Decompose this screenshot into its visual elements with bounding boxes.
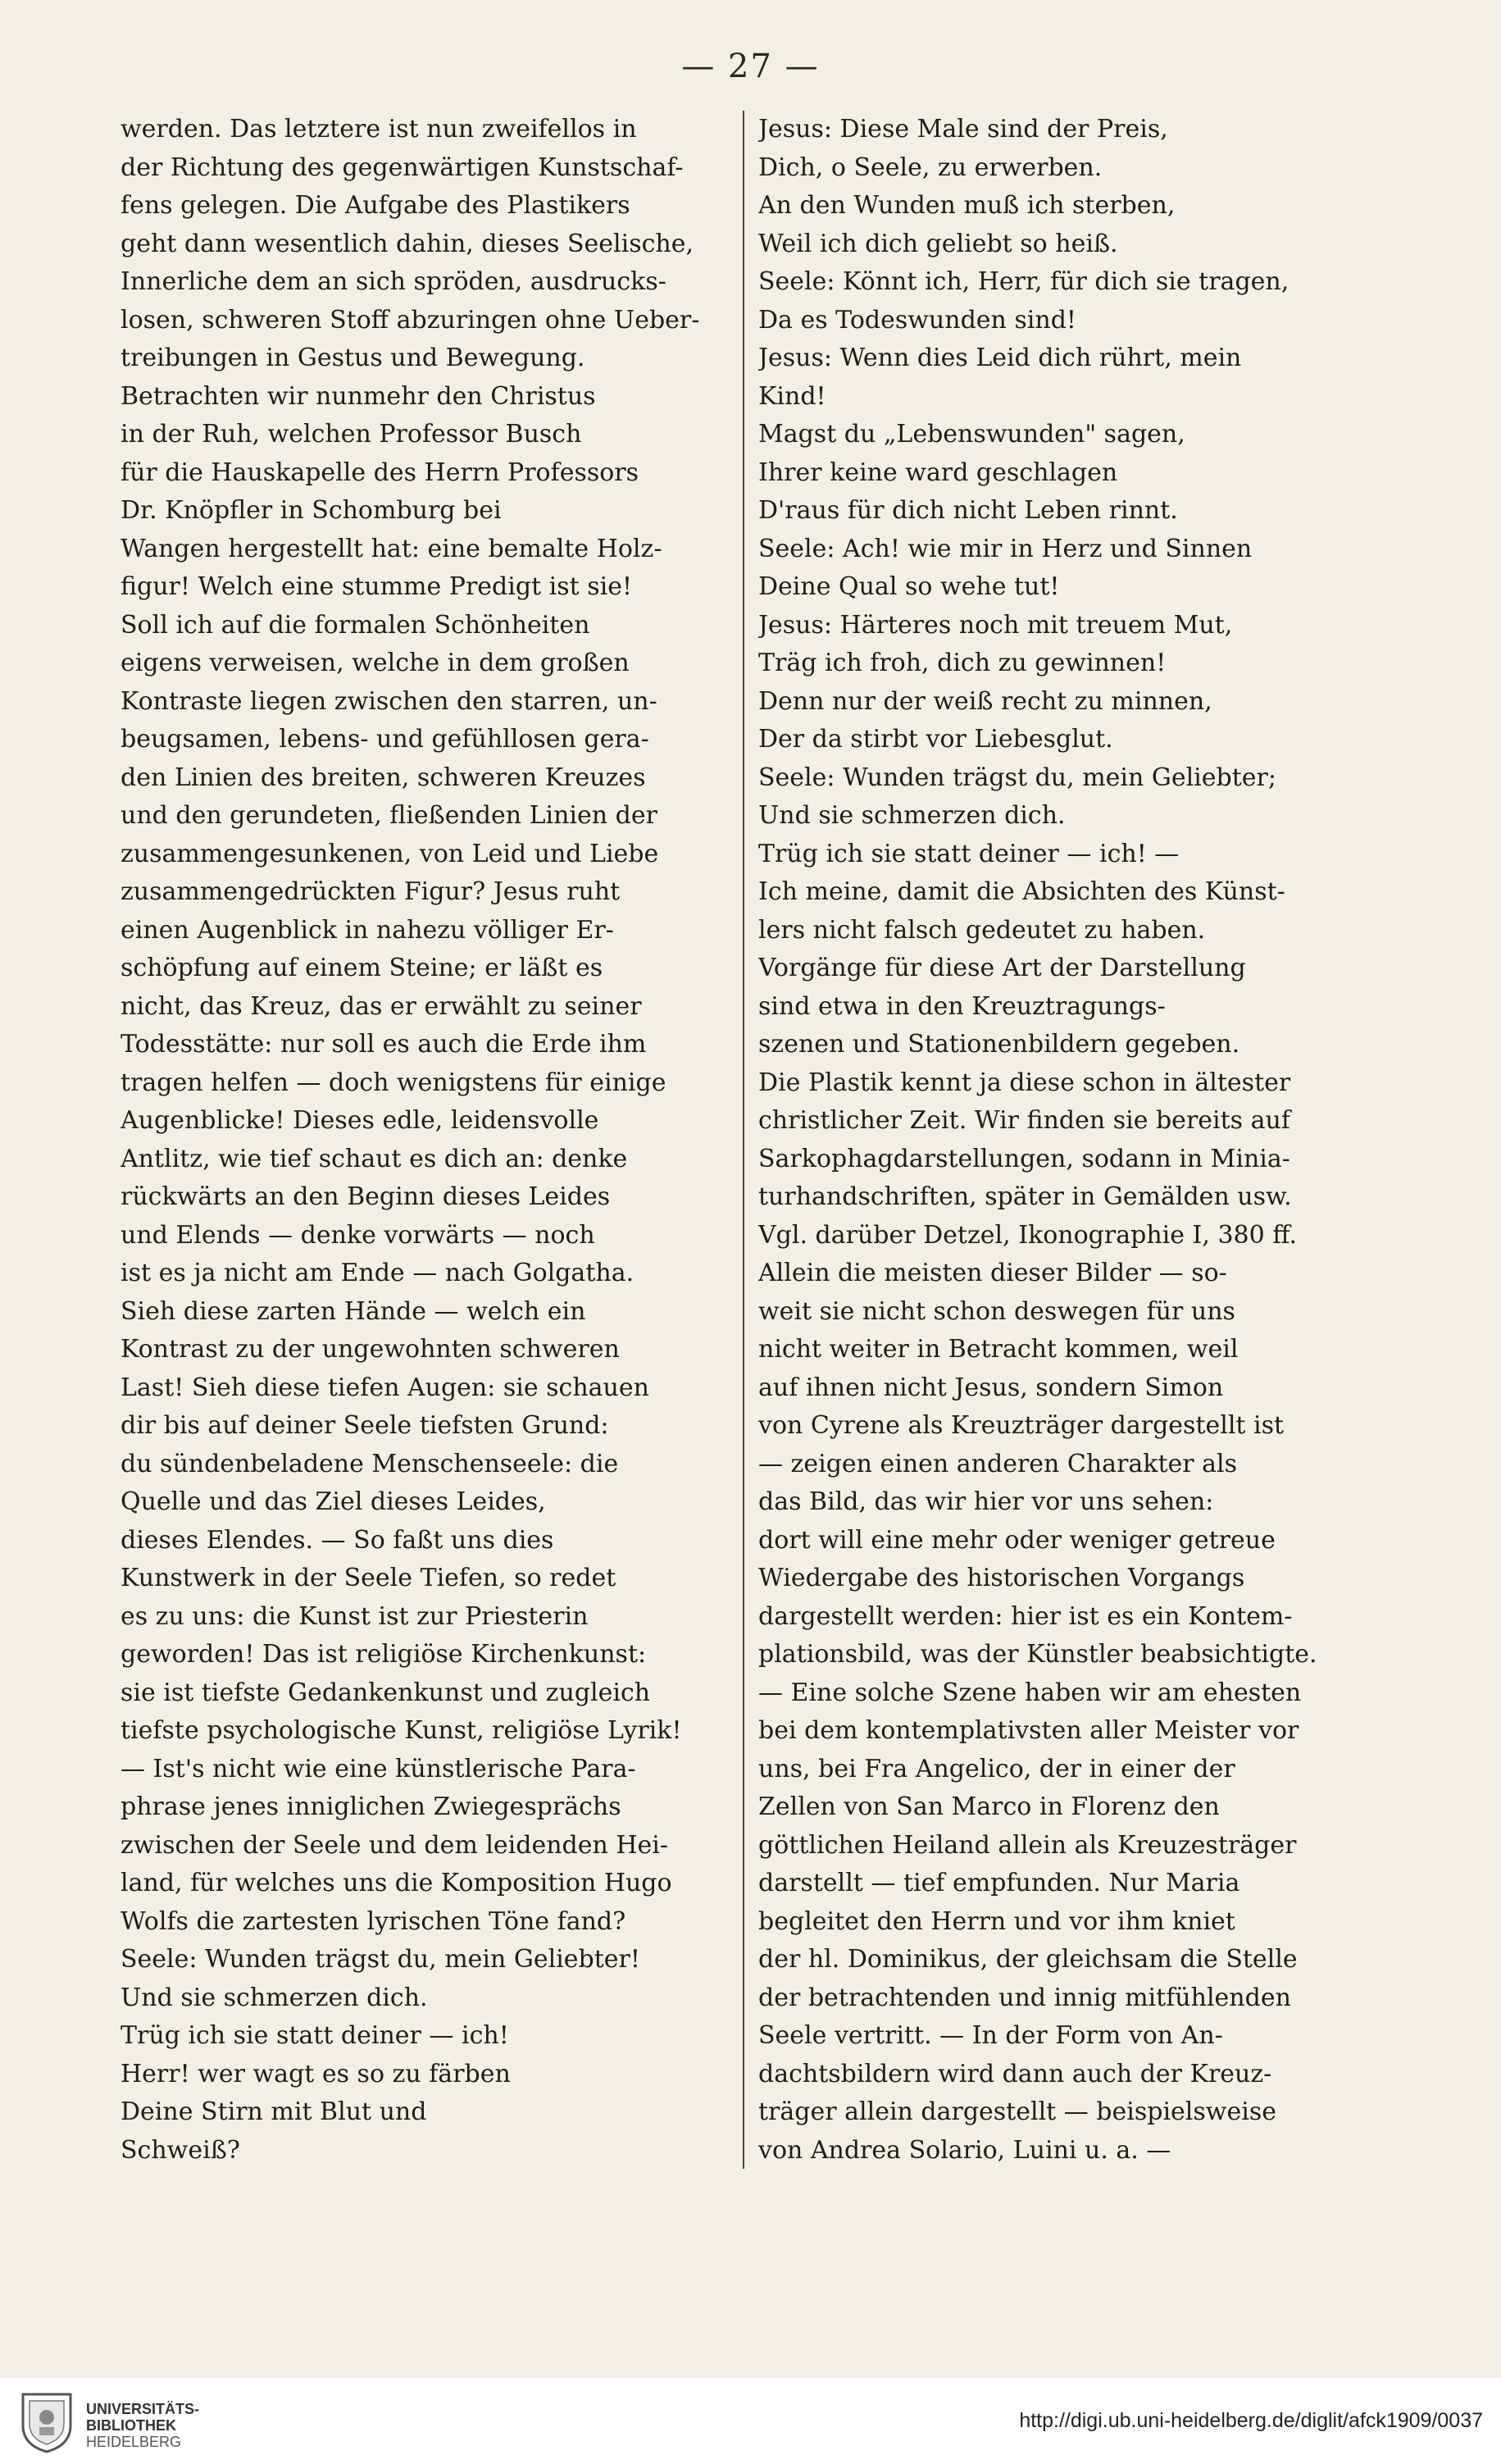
text-line: nicht, das Kreuz, das er erwählt zu seiner <box>121 991 642 1021</box>
text-line: Todesstätte: nur soll es auch die Erde ihm <box>121 1030 647 1059</box>
text-line: Kind! <box>758 381 826 411</box>
text-line: Innerliche dem an sich spröden, ausdrucks- <box>121 267 666 296</box>
text-line: Wiedergabe des historischen Vorgangs <box>758 1564 1245 1592</box>
text-line: der Richtung des gegenwärtigen Kunstschaf- <box>121 153 684 182</box>
text-line: Trüg ich sie statt deiner — ich! <box>121 2021 509 2050</box>
text-line: eigens verweisen, welche in dem großen <box>121 649 630 677</box>
text-line: von Andrea Solario, Luini u. a. — <box>758 2135 1171 2165</box>
text-line: Und sie schmerzen dich. <box>758 801 1066 830</box>
page-number: — 27 — <box>681 48 820 85</box>
text-line: Die Plastik kennt ja diese schon in ältester <box>758 1068 1291 1097</box>
text-line: sie ist tiefste Gedankenkunst und zugleich <box>121 1678 651 1707</box>
footer <box>0 2378 1501 2464</box>
text-line: plationsbild, was der Künstler beabsichtigte. <box>758 1640 1317 1669</box>
text-line: Allein die meisten dieser Bilder — so- <box>758 1259 1227 1287</box>
text-line: Kontrast zu der ungewohnten schweren <box>121 1335 620 1364</box>
text-line: Seele: Ach! wie mir in Herz und Sinnen <box>758 534 1253 563</box>
text-line: dieses Elendes. — So faßt uns dies <box>121 1525 554 1555</box>
text-line: Ich meine, damit die Absichten des Künst- <box>758 877 1285 906</box>
text-line: christlicher Zeit. Wir finden sie bereits auf <box>758 1106 1290 1135</box>
right-column <box>758 111 1385 2170</box>
text-line: Jesus: Wenn dies Leid dich rührt, mein <box>758 344 1242 372</box>
text-line: auf ihnen nicht Jesus, sondern Simon <box>758 1373 1224 1402</box>
text-line: einen Augenblick in nahezu völliger Er- <box>121 915 614 945</box>
text-line: zwischen der Seele und dem leidenden Hei- <box>121 1830 668 1860</box>
text-line: Jesus: Härteres noch mit treuem Mut, <box>758 610 1233 640</box>
text-line: treibungen in Gestus und Bewegung. <box>121 344 585 372</box>
text-line: Kunstwerk in der Seele Tiefen, so redet <box>121 1564 616 1592</box>
text-line: göttlichen Heiland allein als Kreuzesträger <box>758 1830 1297 1860</box>
text-line: lers nicht falsch gedeutet zu haben. <box>758 915 1206 945</box>
text-line: land, für welches uns die Komposition Hugo <box>121 1869 672 1897</box>
text-line: rückwärts an den Beginn dieses Leides <box>121 1182 611 1211</box>
text-line: weit sie nicht schon deswegen für uns <box>758 1296 1235 1326</box>
text-line: Dich, o Seele, zu erwerben. <box>758 153 1103 182</box>
text-line: Herr! wer wagt es so zu färben <box>121 2059 511 2088</box>
text-line: ist es ja nicht am Ende — nach Golgatha. <box>121 1259 635 1287</box>
text-line: Seele: Wunden trägst du, mein Geliebter! <box>121 1945 640 1974</box>
text-line: phrase jenes inniglichen Zwiegesprächs <box>121 1792 621 1821</box>
text-line: dachtsbildern wird dann auch der Kreuz- <box>758 2059 1272 2088</box>
text-line: Wolfs die zartesten lyrischen Töne fand? <box>121 1906 626 1936</box>
text-line: zusammengedrückten Figur? Jesus ruht <box>121 877 621 906</box>
text-line: losen, schweren Stoff abzuringen ohne Ueber- <box>121 305 700 335</box>
text-line: uns, bei Fra Angelico, der in einer der <box>758 1754 1235 1783</box>
text-line: träger allein dargestellt — beispielsweise <box>758 2097 1276 2126</box>
text-line: Last! Sieh diese tiefen Augen: sie schauen <box>121 1373 649 1402</box>
institution-line-2: BIBLIOTHEK <box>86 2417 176 2434</box>
text-line: das Bild, das wir hier vor uns sehen: <box>758 1487 1214 1516</box>
text-line: Jesus: Diese Male sind der Preis, <box>758 115 1168 143</box>
text-line: der hl. Dominikus, der gleichsam die Stelle <box>758 1945 1298 1974</box>
text-line: dir bis auf deiner Seele tiefsten Grund: <box>121 1411 609 1440</box>
text-line: dargestellt werden: hier ist es ein Kontem- <box>758 1601 1293 1631</box>
text-line: du sündenbeladene Menschenseele: die <box>121 1449 619 1478</box>
text-line: schöpfung auf einem Steine; er läßt es <box>121 954 603 982</box>
text-line: Magst du „Lebenswunden" sagen, <box>758 420 1185 449</box>
text-line: darstellt — tief empfunden. Nur Maria <box>758 1869 1240 1897</box>
text-line: von Cyrene als Kreuzträger dargestellt ist <box>758 1411 1285 1440</box>
text-line: Der da stirbt vor Liebesglut. <box>758 725 1113 754</box>
text-line: Vorgänge für diese Art der Darstellung <box>758 954 1246 982</box>
text-line: szenen und Stationenbildern gegeben. <box>758 1030 1240 1059</box>
text-line: Sieh diese zarten Hände — welch ein <box>121 1296 586 1326</box>
text-line: zusammengesunkenen, von Leid und Liebe <box>121 839 659 868</box>
text-line: Deine Qual so wehe tut! <box>758 572 1060 601</box>
text-line: Kontraste liegen zwischen den starren, un- <box>121 686 657 716</box>
text-line: der betrachtenden und innig mitfühlenden <box>758 1983 1291 2012</box>
text-line: Zellen von San Marco in Florenz den <box>758 1792 1220 1821</box>
university-seal-icon <box>18 2389 75 2453</box>
text-line: für die Hauskapelle des Herrn Professors <box>121 458 639 487</box>
text-line: beugsamen, lebens- und gefühllosen gera- <box>121 725 649 754</box>
text-line: und den gerundeten, fließenden Linien der <box>121 801 657 830</box>
text-line: Soll ich auf die formalen Schönheiten <box>121 610 590 640</box>
text-line: D'raus für dich nicht Leben rinnt. <box>758 496 1178 525</box>
text-line: Deine Stirn mit Blut und <box>121 2097 427 2126</box>
text-line: Wangen hergestellt hat: eine bemalte Holz- <box>121 534 662 563</box>
text-line: bei dem kontemplativsten aller Meister vor <box>758 1716 1299 1745</box>
left-column <box>121 111 727 2170</box>
text-line: Schweiß? <box>121 2135 240 2165</box>
text-line: An den Wunden muß ich sterben, <box>758 191 1176 220</box>
text-line: Sarkophagdarstellungen, sodann in Minia- <box>758 1144 1290 1173</box>
text-line: Da es Todeswunden sind! <box>758 305 1076 335</box>
text-line: den Linien des breiten, schweren Kreuzes <box>121 763 646 792</box>
text-line: Denn nur der weiß recht zu minnen, <box>758 686 1212 716</box>
text-line: Dr. Knöpfler in Schomburg bei <box>121 496 502 525</box>
text-line: tiefste psychologische Kunst, religiöse Lyrik! <box>121 1716 682 1745</box>
text-line: dort will eine mehr oder weniger getreue <box>758 1525 1276 1555</box>
text-line: in der Ruh, welchen Professor Busch <box>121 420 582 449</box>
institution-line-1: UNIVERSITÄTS- <box>86 2401 200 2417</box>
institution-name <box>86 2401 199 2450</box>
column-divider <box>743 111 744 2169</box>
text-line: geht dann wesentlich dahin, dieses Seelische, <box>121 229 694 258</box>
source-url-link[interactable]: http://digi.ub.uni-heidelberg.de/diglit/afck1909/0037 <box>1019 2409 1483 2432</box>
text-line: Seele: Wunden trägst du, mein Geliebter; <box>758 763 1276 792</box>
text-line: — Eine solche Szene haben wir am ehesten <box>758 1678 1302 1707</box>
text-line: Vgl. darüber Detzel, Ikonographie I, 380 ff. <box>758 1220 1298 1250</box>
text-line: tragen helfen — doch wenigstens für einige <box>121 1068 666 1097</box>
text-line: Träg ich froh, dich zu gewinnen! <box>758 649 1167 677</box>
text-line: Weil ich dich geliebt so heiß. <box>758 229 1118 258</box>
text-line: Trüg ich sie statt deiner — ich! — <box>758 839 1180 868</box>
text-line: — Ist's nicht wie eine künstlerische Para- <box>121 1754 636 1783</box>
text-line: fens gelegen. Die Aufgabe des Plastikers <box>121 191 630 220</box>
text-line: es zu uns: die Kunst ist zur Priesterin <box>121 1601 589 1631</box>
text-line: sind etwa in den Kreuztragungs- <box>758 991 1166 1021</box>
text-line: begleitet den Herrn und vor ihm kniet <box>758 1906 1235 1936</box>
text-line: Betrachten wir nunmehr den Christus <box>121 381 596 411</box>
text-line: Seele vertritt. — In der Form von An- <box>758 2021 1223 2050</box>
institution-line-3: HEIDELBERG <box>86 2434 182 2450</box>
text-line: geworden! Das ist religiöse Kirchenkunst: <box>121 1640 647 1669</box>
text-line: figur! Welch eine stumme Predigt ist sie! <box>121 572 633 601</box>
text-line: und Elends — denke vorwärts — noch <box>121 1220 595 1250</box>
text-line: Quelle und das Ziel dieses Leides, <box>121 1487 546 1516</box>
text-line: Und sie schmerzen dich. <box>121 1983 428 2012</box>
text-line: — zeigen einen anderen Charakter als <box>758 1449 1238 1478</box>
text-line: nicht weiter in Betracht kommen, weil <box>758 1335 1239 1364</box>
text-line: werden. Das letztere ist nun zweifellos in <box>121 115 637 143</box>
text-line: Augenblicke! Dieses edle, leidensvolle <box>121 1106 599 1135</box>
text-line: turhandschriften, später in Gemälden usw. <box>758 1182 1292 1211</box>
text-line: Ihrer keine ward geschlagen <box>758 458 1118 487</box>
text-line: Antlitz, wie tief schaut es dich an: denke <box>121 1144 628 1173</box>
text-line: Seele: Könnt ich, Herr, für dich sie tragen, <box>758 267 1289 296</box>
